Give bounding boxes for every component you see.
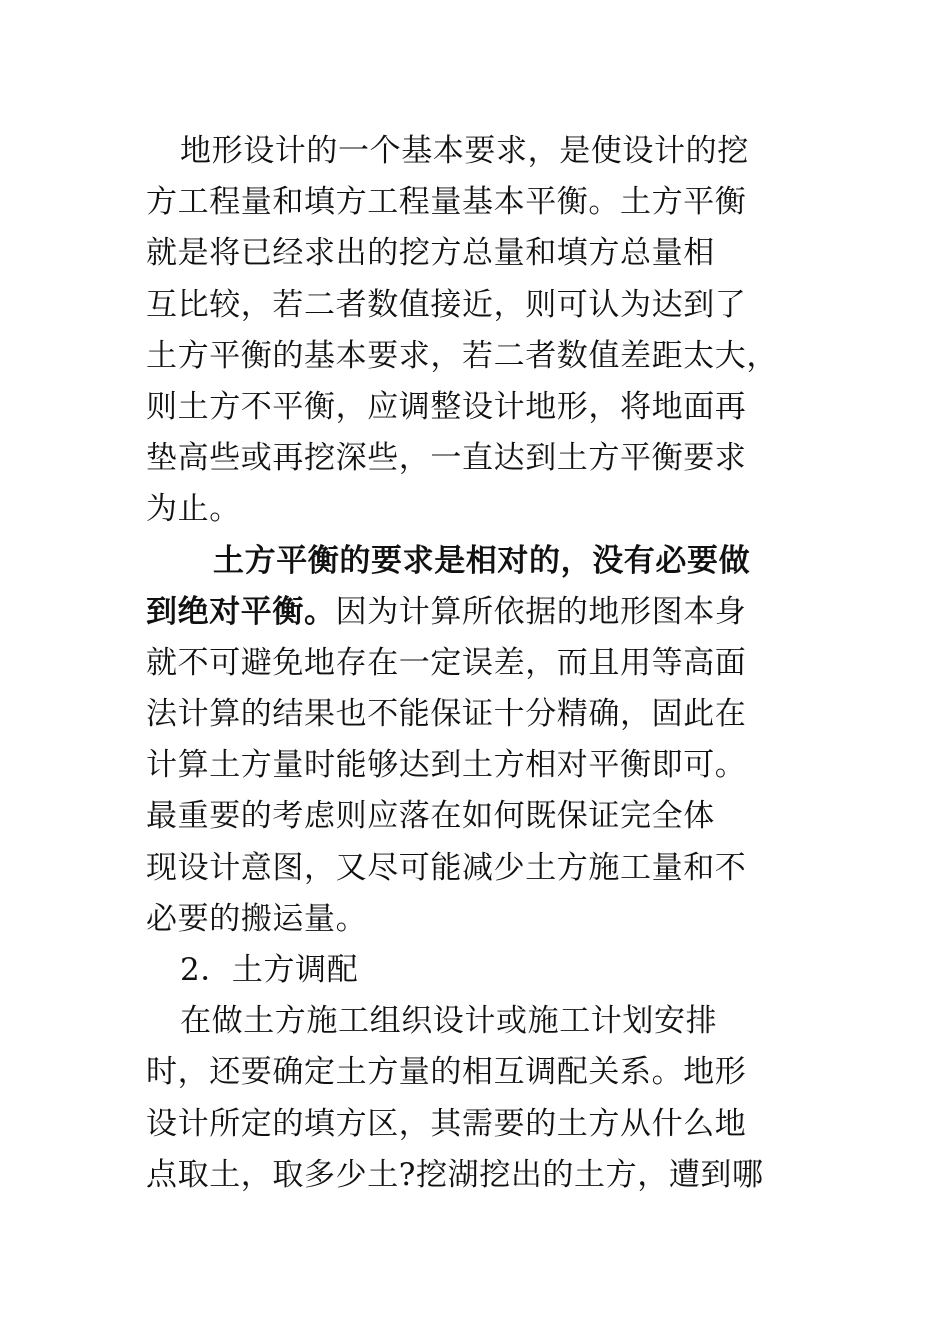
bold-statement: 土方平衡的要求是相对的，没有必要做	[213, 542, 751, 579]
paragraph-text: 因为计算所依据的地形图本身	[335, 593, 747, 630]
paragraph-line: 互比较，若二者数值接近，则可认为达到了	[146, 286, 747, 323]
paragraph-line: 则土方不平衡，应调整设计地形，将地面再	[146, 388, 747, 425]
paragraph-line: 就是将已经求出的挖方总量和填方总量相	[146, 235, 715, 272]
body-text	[146, 126, 836, 1201]
paragraph-line: 法计算的结果也不能保证十分精确，固此在	[146, 696, 747, 733]
paragraph-line: 时，还要确定土方量的相互调配关系。地形	[146, 1054, 747, 1091]
paragraph-line: 地形设计的一个基本要求，是使设计的挖	[180, 133, 749, 169]
paragraph-line: 垫高些或再挖深些，一直达到土方平衡要求	[146, 440, 747, 477]
paragraph-line: 土方平衡的基本要求，若二者数值差距太大，	[146, 337, 778, 374]
paragraph-line: 在做土方施工组织设计或施工计划安排	[180, 1003, 718, 1040]
paragraph-line	[146, 587, 836, 638]
paragraph-line: 最重要的考虑则应落在如何既保证完全体	[146, 798, 715, 835]
paragraph-line: 现设计意图，又尽可能减少土方施工量和不	[146, 849, 747, 886]
paragraph-line: 点取土，取多少土?挖湖挖出的土方，遭到哪	[146, 1156, 764, 1193]
bold-statement-end: 到绝对平衡。	[146, 593, 336, 630]
paragraph-line: 计算土方量时能够达到土方相对平衡即可。	[146, 747, 747, 784]
paragraph-line: 就不可避免地存在一定误差，而且用等高面	[146, 644, 747, 681]
section-heading: 2．土方调配	[180, 952, 359, 988]
paragraph-line: 必要的搬运量。	[146, 900, 368, 937]
paragraph-line: 设计所定的填方区，其需要的土方从什么地	[146, 1105, 747, 1142]
paragraph-line: 为止。	[146, 491, 241, 528]
paragraph-line: 方工程量和填方工程量基本平衡。土方平衡	[146, 184, 747, 221]
